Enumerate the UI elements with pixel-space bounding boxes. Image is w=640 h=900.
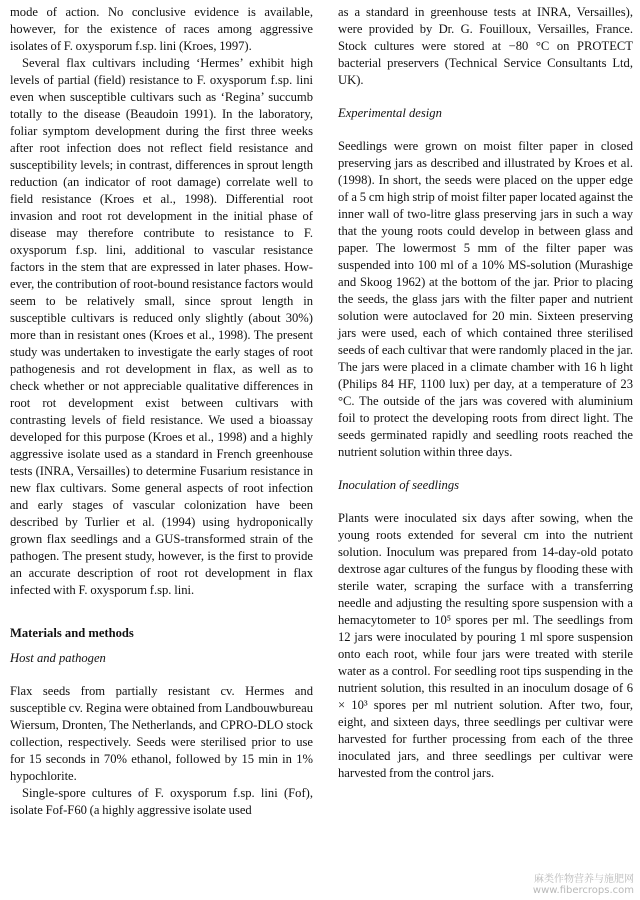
intro-paragraph-continued: mode of action. No conclusive evidence is available, however, for the existence of races among aggressive isolates of F. oxysporum f.sp. lini (Kroes, 1997). xyxy=(10,5,313,53)
watermark-url-text: www.fibercrops.com xyxy=(532,885,634,896)
subsection-heading-experimental-design: Experimental design xyxy=(338,106,442,120)
inoculation-paragraph: Plants were inoculated six days after sowing, when the young roots extended for several cm into the nutrient solution. Inoculum was prepared from 14-day-old potato dextrose agar cultures of the fungus by flooding these with sterile water, scraping the surface with a transferring needle and adjusting the resulting spore suspension with a hemacytometer to 10⁵ spores per ml. The seedlings from 12 jars were inoculated by pouring 1 ml spore suspension onto each root, while four jars were treated with sterile water as a control. For seedling root tips suspending in the nutrient solution, this resulted in an inoculum dosage of 6 × 10³ spores per ml nutrient solution. After two, four, eight, and sixteen days, three seedlings per cultivar were harvested for further processing from each of the three inoculated jars, and three seedlings per cultivar were harvested from the control jars. xyxy=(338,511,633,780)
subsection-heading-inoculation: Inoculation of seedlings xyxy=(338,478,460,492)
stock-cultures-paragraph: as a standard in greenhouse tests at INRA, Versailles), were provided by Dr. G. Fouilloux, Versailles, France. Stock cultures were stored at −80 °C on PROTECT bacterial preservers (Technical Service Consultants Ltd, UK). xyxy=(338,5,633,87)
site-watermark xyxy=(533,874,634,896)
host-pathogen-paragraph: Flax seeds from partially resistant cv. Hermes and susceptible cv. Regina were obtained from Landbouwbureau Wiersum, Dronten, The Netherlands, and CPRO-DLO stock collection, respectively. Seeds were sterilised prior to use for 15 seconds in 70% ethanol, followed by 15 min in 1% hypochlorite. xyxy=(10,684,313,783)
left-column xyxy=(10,4,313,819)
single-spore-paragraph: Single-spore cultures of F. oxysporum f.sp. lini (Fof), isolate Fof-F60 (a highly aggressive isolate used xyxy=(10,786,313,817)
subsection-heading-host-pathogen: Host and pathogen xyxy=(10,651,106,665)
section-heading-materials-methods: Materials and methods xyxy=(10,626,134,640)
experimental-design-paragraph: Seedlings were grown on moist filter paper in closed preserving jars as described and illustrated by Kroes et al. (1998). In short, the seeds were placed on the upper edge of a 5 cm high strip of moist filter paper located against the inner wall of two-litre glass preserving jars in such a way that the young roots could develop in between glass and paper. The lowermost 5 mm of the filter paper was suspended into 100 ml of a 10% MS-solution (Murashige and Skoog 1962) at the bottom of the jar. Prior to placing the seeds, the glass jars with the filter paper and nutrient solution were autoclaved for 20 min. Sixteen preserving jars were used, each of which contained three sterilised seeds of each cultivar that were randomly placed in the jar. The jars were placed in a climate chamber with 16 h light (Philips 84 HF, 1100 lux) per day, at a temperature of 23 °C. The outside of the jars was covered with aluminium foil to protect the developing roots from direct light. The seeds germinated rapidly and seedling roots reached the nutrient solution within three days. xyxy=(338,139,633,459)
right-column xyxy=(338,4,633,782)
intro-paragraph-flax-cultivars: Several flax cultivars including ‘Hermes’ exhibit high levels of partial (field) resistance to F. oxysporum f.sp. lini even when susceptible cultivars such as ‘Regina’ succumb totally to the disease (Beaudoin 1991). In the laboratory, foliar symptom development during the first three weeks after root infection does not reflect field resistance and susceptibility levels; in contrast, differences in sprout length reduction (an indicator of root damage) correlate well to field resistance (Kroes et al., 1998). Differential root invasion and root rot development in the initial phase of disease may therefore contribute to resistance to F. oxysporum f.sp. lini, additional to vascular resistance factors in the stem that are expressed in later phases. However, the contribution of root-bound resistance factors would seem to be relatively small, since sprout length in susceptible cultivars is reduced only slightly (about 30%) more than in resistant ones (Kroes et al., 1998). The present study was undertaken to investigate the early stages of root pathogenesis and rot development in flax, as well as to check whether or not appreciable qualitative differences in root rot development exist between cultivars with contrasting levels of field resistance. We used a bioassay developed for this purpose (Kroes et al., 1998) and a highly aggressive isolate used as a standard in French greenhouse tests (INRA, Versailles) to determine Fusarium resistance in new flax cultivars. Some general aspects of root infection and early stages of vascular colonization have been described by Turlier et al. (1994) using hydroponically grown flax seedlings and a GUS-transformed strain of the pathogen. The present study, however, is the first to provide an accurate description of root rot development in flax infected with F. oxysporum f.sp. lini. xyxy=(10,56,313,597)
watermark-chinese-text: 麻类作物营养与施肥网 xyxy=(534,874,634,885)
